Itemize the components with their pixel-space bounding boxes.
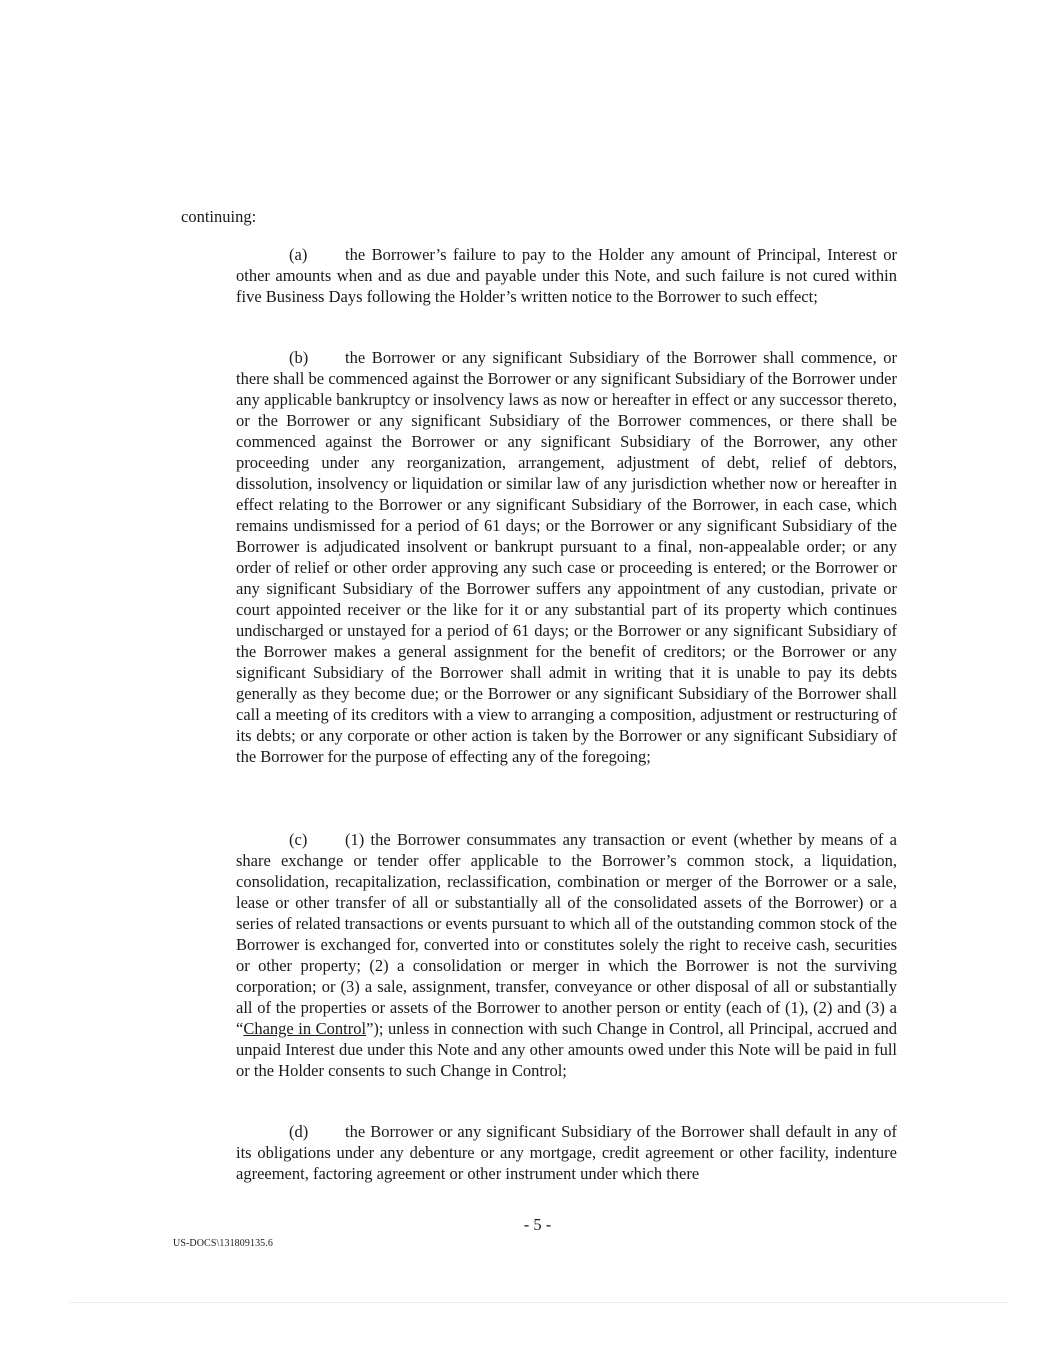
clause-b-text: the Borrower or any significant Subsidiary of the Borrower shall commence, or there shall be commenced against the Borrower or any significant Subsidiary of the Borrower under any applicable bankruptcy or insolvency laws as now or hereafter in effect or any successor thereto, or the Borrower or any significant Subsidiary of the Borrower commences, or there shall be commenced against the Borrower or any significant Subsidiary of the Borrower, any other proceeding under any reorganization, arrangement, adjustment of debt, relief of debtors, dissolution, insolvency or liquidation or similar law of any jurisdiction whether now or hereafter in effect relating to the Borrower or any significant Subsidiary of the Borrower, in each case, which remains undismissed for a period of 61 days; or the Borrower or any significant Subsidiary of the Borrower is adjudicated insolvent or bankrupt pursuant to a final, non-appealable order; or any order of relief or other order approving any such case or proceeding is entered; or the Borrower or any significant Subsidiary of the Borrower suffers any appointment of any custodian, private or court appointed receiver or the like for it or any substantial part of its property which continues undischarged or unstayed for a period of 61 days; or the Borrower or any significant Subsidiary of the Borrower makes a general assignment for the benefit of creditors; or the Borrower or any significant Subsidiary of the Borrower shall admit in writing that it is unable to pay its debts generally as they become due; or the Borrower or any significant Subsidiary of the Borrower shall call a meeting of its creditors with a view to arranging a composition, adjustment or restructuring of its debts; or any corporate or other action is taken by the Borrower or any significant Subsidiary of the Borrower for the purpose of effecting any of the foregoing; [236, 348, 897, 766]
clause-a-label: (a) [289, 245, 308, 264]
clause-c-text-after: ”); unless in connection with such Change in Control, all Principal, accrued and unpaid Interest due under this Note and any other amounts owed under this Note will be paid in full or the Holder consents to such Change in Control; [236, 1019, 897, 1080]
lead-text: continuing: [181, 207, 257, 226]
clause-a-text: the Borrower’s failure to pay to the Holder any amount of Principal, Interest or other amounts when and as due and payable under this Note, and such failure is not cured within five Business Days following the Holder’s written notice to the Borrower to such effect; [236, 245, 897, 306]
clause-b [236, 347, 897, 767]
clause-d-text: the Borrower or any significant Subsidiary of the Borrower shall default in any of its obligations under any debenture or any mortgage, credit agreement or other facility, indenture agreement, factoring agreement or other instrument under which there [236, 1122, 897, 1183]
clause-b-label: (b) [289, 348, 309, 367]
page-number: - 5 - [523, 1215, 552, 1234]
clause-d [236, 1121, 897, 1184]
document-id: US-DOCS\131809135.6 [173, 1238, 273, 1249]
footer-divider [70, 1302, 1007, 1303]
clause-c-text-before: (1) the Borrower consummates any transaction or event (whether by means of a share exchange or tender offer applicable to the Borrower’s common stock, a liquidation, consolidation, recapitalization, reclassification, combination or merger of the Borrower or a sale, lease or other transfer of all or substantially all of the consolidated assets of the Borrower) or a series of related transactions or events pursuant to which all of the outstanding common stock of the Borrower is exchanged for, converted into or constitutes solely the right to receive cash, securities or other property; (2) a consolidation or merger in which the Borrower is not the surviving corporation; or (3) a sale, assignment, transfer, conveyance or other disposal of all or substantially all of the properties or assets of the Borrower to another person or entity (each of (1), (2) and (3) a “ [236, 830, 897, 1038]
clause-a [236, 244, 897, 307]
defined-term-change-in-control: Change in Control [243, 1019, 367, 1038]
clause-c-label: (c) [289, 830, 308, 849]
clause-d-label: (d) [289, 1122, 309, 1141]
clause-c [236, 829, 897, 1081]
